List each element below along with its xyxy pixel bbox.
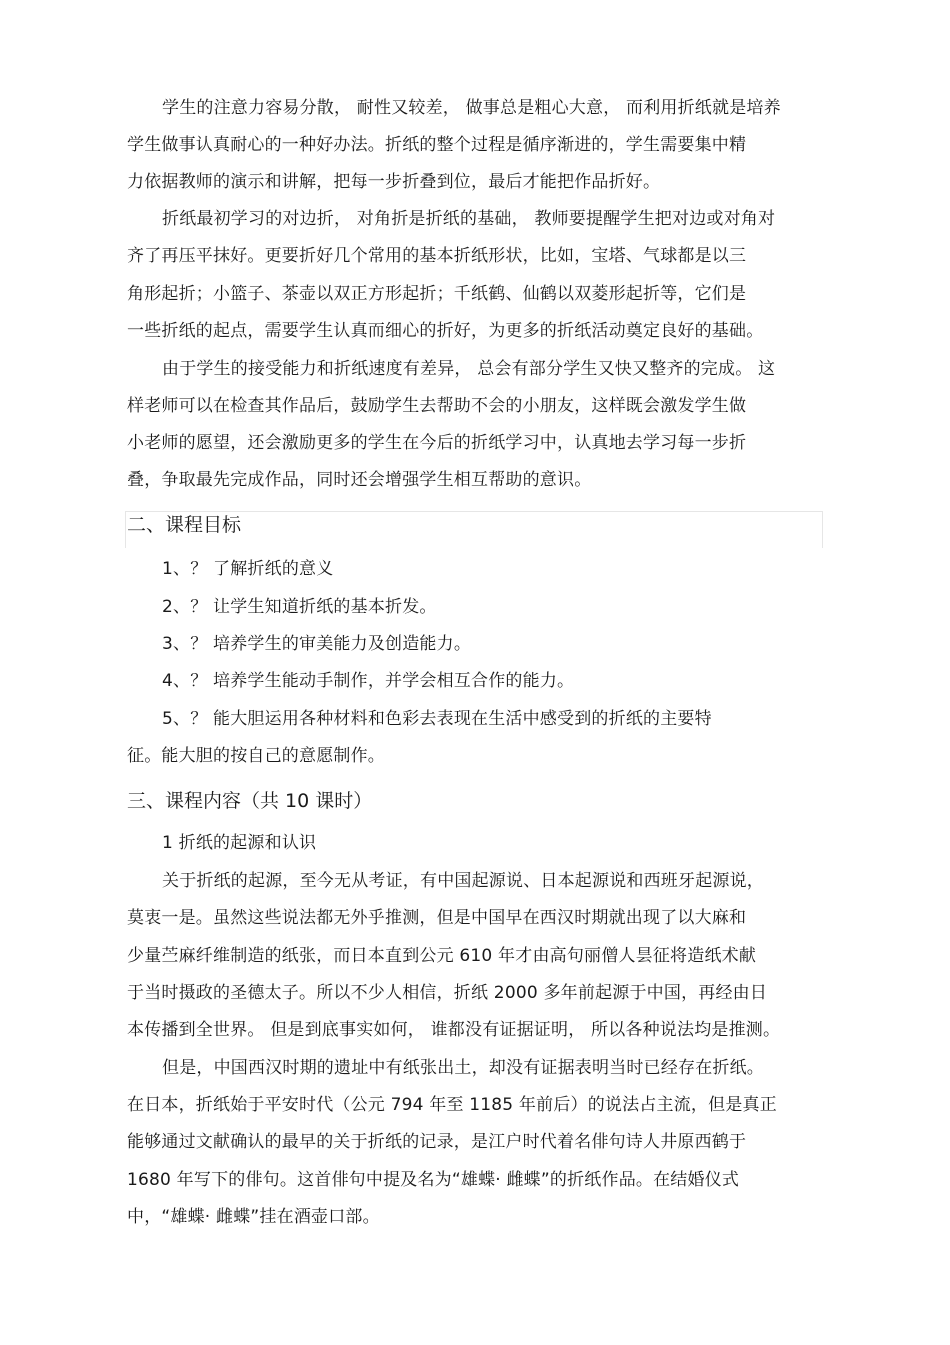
paragraph-line: 一些折纸的起点，需要学生认真而细心的折好，为更多的折纸活动奠定良好的基础。 (127, 321, 764, 341)
paragraph-line: 少量苎麻纤维制造的纸张，而日本直到公元 610 年才由高句丽僧人昙征将造纸术献 (127, 946, 757, 966)
paragraph-line: 角形起折；小篮子、茶壶以双正方形起折；千纸鹤、仙鹤以双菱形起折等，它们是 (127, 284, 747, 304)
list-item: 4、？ 培养学生能动手制作，并学会相互合作的能力。 (162, 671, 575, 691)
paragraph-line: 叠，争取最先完成作品，同时还会增强学生相互帮助的意识。 (127, 470, 592, 490)
paragraph-line: 学生的注意力容易分散， 耐性又较差， 做事总是粗心大意， 而利用折纸就是培养 (162, 98, 781, 118)
list-item: 5、？ 能大胆运用各种材料和色彩去表现在生活中感受到的折纸的主要特 (162, 709, 712, 729)
paragraph-line: 齐了再压平抹好。更要折好几个常用的基本折纸形状，比如，宝塔、气球都是以三 (127, 246, 747, 266)
list-item: 2、？ 让学生知道折纸的基本折发。 (162, 597, 437, 617)
paragraph-line: 但是，中国西汉时期的遗址中有纸张出土，却没有证据表明当时已经存在折纸。 (162, 1058, 764, 1078)
paragraph-line: 力依据教师的演示和讲解，把每一步折叠到位，最后才能把作品折好。 (127, 172, 661, 192)
section-3-heading: 三、课程内容（共 10 课时） (127, 790, 373, 812)
paragraph-line: 由于学生的接受能力和折纸速度有差异， 总会有部分学生又快又整齐的完成。 这 (162, 359, 776, 379)
paragraph-line: 小老师的愿望，还会激励更多的学生在今后的折纸学习中，认真地去学习每一步折 (127, 433, 747, 453)
section-2-heading: 二、课程目标 (127, 514, 242, 536)
paragraph-line: 能够通过文献确认的最早的关于折纸的记录，是江户时代着名俳句诗人井原西鹤于 (127, 1132, 747, 1152)
paragraph-line: 中，“雄蝶· 雌蝶”挂在酒壶口部。 (127, 1207, 380, 1227)
subsection-heading: 1 折纸的起源和认识 (162, 833, 317, 853)
list-item: 1、？ 了解折纸的意义 (162, 559, 334, 579)
list-item-continuation: 征。能大胆的按自己的意愿制作。 (127, 746, 385, 766)
paragraph-line: 于当时摄政的圣德太子。所以不少人相信，折纸 2000 多年前起源于中国，再经由日 (127, 983, 768, 1003)
paragraph-line: 1680 年写下的俳句。这首俳句中提及名为“雄蝶· 雌蝶”的折纸作品。在结婚仪式 (127, 1170, 740, 1190)
list-item: 3、？ 培养学生的审美能力及创造能力。 (162, 634, 472, 654)
paragraph-line: 折纸最初学习的对边折， 对角折是折纸的基础， 教师要提醒学生把对边或对角对 (162, 209, 776, 229)
paragraph-line: 在日本，折纸始于平安时代（公元 794 年至 1185 年前后）的说法占主流，但是真正 (127, 1095, 777, 1115)
paragraph-line: 莫衷一是。虽然这些说法都无外乎推测，但是中国早在西汉时期就出现了以大麻和 (127, 908, 747, 928)
paragraph-line: 样老师可以在检查其作品后，鼓励学生去帮助不会的小朋友，这样既会激发学生做 (127, 396, 747, 416)
paragraph-line: 学生做事认真耐心的一种好办法。折纸的整个过程是循序渐进的，学生需要集中精 (127, 135, 747, 155)
paragraph-line: 本传播到全世界。 但是到底事实如何， 谁都没有证据证明， 所以各种说法均是推测。 (127, 1020, 781, 1040)
paragraph-line: 关于折纸的起源，至今无从考证，有中国起源说、日本起源说和西班牙起源说， (162, 871, 764, 891)
